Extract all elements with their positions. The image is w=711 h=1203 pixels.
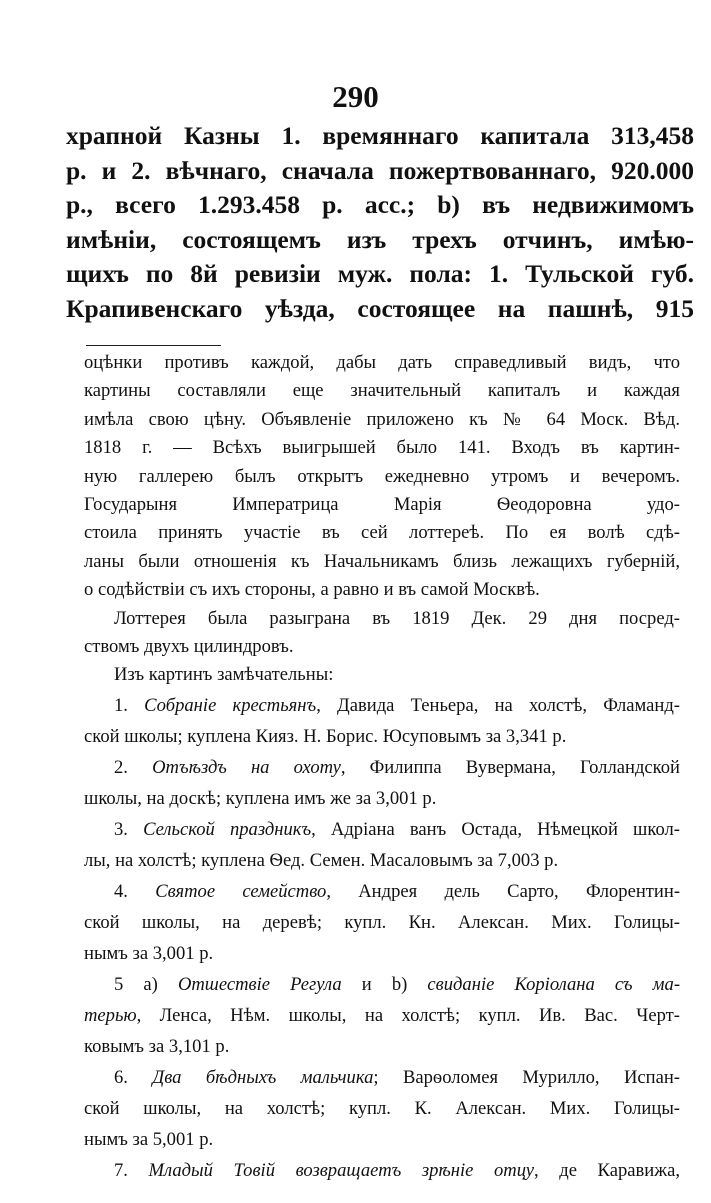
main-text-line: имѣніи, состоящемъ изъ трехъ отчинъ, имѣю- <box>66 224 694 254</box>
item-number: 1. <box>114 694 128 716</box>
item-number: 2. <box>114 756 128 778</box>
main-text-line: щихъ по 8й ревизіи муж. пола: 1. Тульской губ. <box>66 259 694 289</box>
footnote-line: ланы были отношенія къ Начальникамъ близь лежащихъ губерній, <box>84 550 680 572</box>
paintings-subheading: Изъ картинъ замѣчательны: <box>114 664 334 686</box>
painting-title: Сельской праздникъ <box>143 818 312 840</box>
page-number: 290 <box>332 79 379 114</box>
item-text: ; Варѳоломея Мурилло, Испан- <box>373 1066 680 1088</box>
painting-item-line <box>84 1000 680 1031</box>
item-text: , Давида Теньера, на холстѣ, Фламанд- <box>316 694 680 716</box>
painting-title: свиданіе Коріолана съ ма- <box>427 973 680 995</box>
painting-title: Два бѣдныхъ мальчика <box>152 1066 374 1088</box>
painting-item-line: нымъ за 3,001 р. <box>84 942 214 964</box>
painting-item-line: школы, на доскѣ; куплена имъ же за 3,001 р. <box>84 787 437 809</box>
footnote-line: картины составляли еще значительный капиталъ и каждая <box>84 380 680 402</box>
main-text-line: храпной Казны 1. времяннаго капитала 313,458 <box>66 121 694 150</box>
item-number: 6. <box>114 1066 128 1088</box>
footnote-line: оцѣнки противъ каждой, дабы дать справедливый видъ, что <box>84 352 680 373</box>
painting-title: Святое семейство <box>155 880 327 902</box>
painting-item-line: ской школы, на холстѣ; купл. К. Алексан. Мих. Голицы- <box>84 1097 680 1119</box>
painting-title: терью <box>84 1004 137 1026</box>
painting-title: Отшествіе Регула <box>177 973 342 995</box>
painting-title: Младый Товій возвращаетъ зрѣніе отцу <box>148 1159 535 1181</box>
main-text-block <box>66 119 694 327</box>
painting-item-line: ской школы; куплена Кияз. Н. Борис. Юсуповымъ за 3,341 р. <box>84 725 567 747</box>
painting-item-line <box>84 876 680 907</box>
painting-item-line <box>84 690 680 721</box>
footnote-line: имѣла свою цѣну. Объявленіе приложено къ № 64 Моск. Вѣд. <box>84 408 680 430</box>
item-text: , Филиппа Вувермана, Голландской <box>340 756 680 778</box>
main-text-line: р. и 2. вѣчнаго, сначала пожертвованнаго, 920.000 <box>66 155 694 185</box>
lottery-line: Лоттерея была разыграна въ 1819 Дек. 29 дня посред- <box>114 607 680 629</box>
item-number: 7. <box>114 1159 128 1181</box>
item-number: 5 a) <box>114 973 158 995</box>
footnote-rule <box>86 345 221 346</box>
painting-item-line <box>84 969 680 1000</box>
item-text: , Адріана ванъ Остада, Нѣмецкой школ- <box>311 818 680 840</box>
footnote-line: Государыня Императрица Марія Ѳеодоровна удо- <box>84 493 680 515</box>
item-number: 3. <box>114 818 128 840</box>
painting-item-line: ской школы, на деревѣ; купл. Кн. Алексан. Мих. Голицы- <box>84 911 680 933</box>
painting-title: Отъѣздъ на охоту <box>152 756 341 778</box>
painting-item-line: лы, на холстѣ; куплена Ѳед. Семен. Масаловымъ за 7,003 р. <box>84 849 559 871</box>
painting-item-line <box>84 814 680 845</box>
main-text-line: р., всего 1.293.458 р. асс.; b) въ недвижимомъ <box>66 190 694 220</box>
painting-item-line <box>84 1062 680 1093</box>
painting-item-line <box>84 1155 680 1186</box>
footnote-line: стоила принять участіе въ сей лоттереѣ. По ея волѣ сдѣ- <box>84 522 680 544</box>
item-text: , Ленса, Нѣм. школы, на холстѣ; купл. Ив. Вас. Черт- <box>136 1004 680 1026</box>
item-text: , Андрея дель Сарто, Флорентин- <box>326 880 680 902</box>
painting-item-line <box>84 752 680 783</box>
item-number: 4. <box>114 880 128 902</box>
main-text-line: Крапивенскаго уѣзда, состоящее на пашнѣ, 915 <box>66 293 694 323</box>
footnote-line: ную галлерею былъ открытъ ежедневно утромъ и вечеромъ. <box>84 465 680 487</box>
item-text: и b) <box>341 973 428 995</box>
footnote-line: 1818 г. — Всѣхъ выигрышей было 141. Входъ въ картин- <box>84 437 680 459</box>
painting-item-line: нымъ за 5,001 р. <box>84 1128 214 1150</box>
painting-title: Собраніе крестьянъ <box>144 694 317 716</box>
footnote-line: о содѣйствіи съ ихъ стороны, а равно и въ самой Москвѣ. <box>84 579 540 601</box>
lottery-line: ствомъ двухъ цилиндровъ. <box>84 635 294 657</box>
footnote-block <box>84 349 680 1186</box>
item-text: , де Каравижа, <box>534 1159 680 1181</box>
painting-item-line: ковымъ за 3,101 р. <box>84 1035 230 1057</box>
